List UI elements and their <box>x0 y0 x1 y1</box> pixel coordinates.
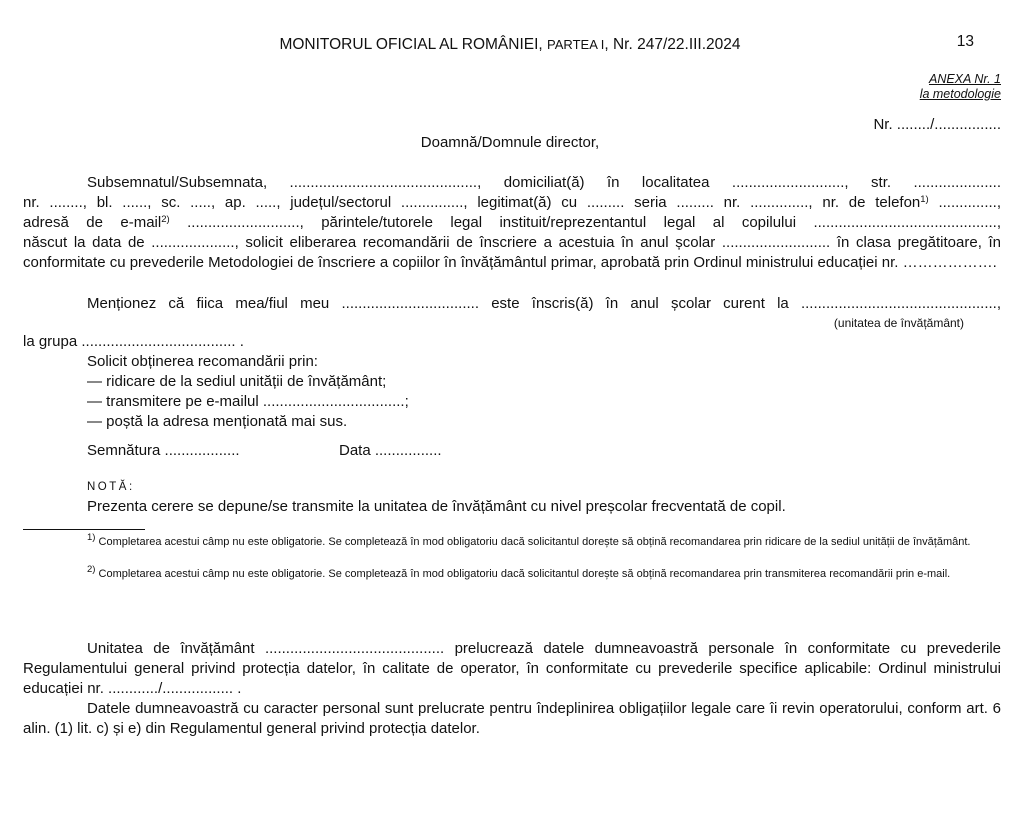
annex-reference <box>920 72 1001 102</box>
footnote-divider <box>23 529 145 530</box>
footnote-2-text: Completarea acestui câmp nu este obligatorie. Se completează în mod obligatoriu dacă solicitantul dorește să obțină recomandarea prin transmiterea recomandării prin e-mail. <box>95 568 951 580</box>
note-label: NOTĂ: <box>87 481 135 493</box>
footnote-2-mark: 2) <box>87 564 96 575</box>
request-paragraph <box>23 173 1001 273</box>
request-options <box>87 352 987 432</box>
option-email: — transmitere pe e-mailul ..................................; <box>87 393 409 410</box>
page-number: 13 <box>956 33 974 50</box>
footnote-1-text: Completarea acestui câmp nu este obligatorie. Se completează în mod obligatoriu dacă solicitantul dorește să obțină recomandarea prin ridicare de la sediul unității de învățământ. <box>95 536 971 548</box>
annex-subtitle: la metodologie <box>919 87 1001 101</box>
gdpr-paragraph-2: Datele dumneavoastră cu caracter personal sunt prelucrate pentru îndeplinirea obligațiilor legale care îi revin operatorului, conform art. 6 alin. (1) lit. c) și e) din Regulamentul general privind protecția datelor. <box>23 700 1001 737</box>
form-line-3 <box>23 213 1001 233</box>
form-line-1: Subsemnatul/Subsemnata, ............................................., domiciliat(ă) în localitatea ..........................., str. ..................... <box>87 174 1001 191</box>
form-line-2-text: nr. ........, bl. ......, sc. ....., ap. ....., județul/sectorul ..............., legitimat(ă) cu ......... seria ......... nr. .............., nr. de telefon <box>23 194 921 211</box>
request-title: Solicit obținerea recomandării prin: <box>87 353 318 370</box>
page-header <box>0 36 1020 54</box>
email-label: adresă de e-mail <box>23 214 162 231</box>
registration-number: Nr. ......../................ <box>873 116 1001 133</box>
gazette-part: PARTEA I <box>547 37 605 52</box>
enrollment-line: Menționez că fiica mea/fiul meu ................................. este înscris(ă) în anul școlar curent la ..............................................., <box>87 295 1001 312</box>
option-post: — poștă la adresa menționată mai sus. <box>87 413 348 430</box>
salutation: Doamnă/Domnule director, <box>420 134 600 151</box>
date-field: Data ................ <box>339 442 442 459</box>
form-line-2-end: .............., <box>928 194 1001 211</box>
form-line-2 <box>23 193 1001 213</box>
footnote-1 <box>23 532 1001 550</box>
gdpr-paragraph-1: Unitatea de învățământ ........................................... prelucrează datele dumneavoastră personale în conformitate cu prevederile Regulamentului general privind protecția datelor, în calitate de operator, în conformitate cu prevederile specifice aplicabile: Ordinul ministrului educației nr. ............/................. . <box>23 640 1001 697</box>
note-text: Prezenta cerere se depune/se transmite la unitatea de învățământ cu nivel preșcolar frecventată de copil. <box>87 498 786 515</box>
annex-title: ANEXA Nr. 1 <box>928 72 1001 86</box>
footnote-ref-1: 1) <box>920 194 929 205</box>
group-line: la grupa ..................................... . <box>23 333 244 350</box>
form-line-4: născut la data de ...................., solicit eliberarea recomandării de înscriere a acestuia în anul școlar .......................... în clasa pregătitoare, în conformitate cu prevederile Metodologiei de înscriere a copiilor în învățământul primar, aprobată prin Ordinul ministrului educației nr. ………………. <box>23 234 1001 271</box>
signature-field: Semnătura .................. <box>87 442 240 459</box>
gazette-title: MONITORUL OFICIAL AL ROMÂNIEI, <box>279 36 548 53</box>
unit-caption: (unitatea de învățământ) <box>833 316 964 330</box>
footnote-ref-2: 2) <box>161 214 170 225</box>
form-line-3-text: ..........................., părintele/tutorele legal instituit/reprezentantul legal al copilului ............................................, <box>169 214 1001 231</box>
data-protection-section <box>23 639 1001 739</box>
option-pickup: — ridicare de la sediul unității de învățământ; <box>87 373 387 390</box>
footnote-1-mark: 1) <box>87 532 96 543</box>
footnote-2 <box>23 564 1001 582</box>
gazette-issue: , Nr. 247/22.III.2024 <box>604 36 741 53</box>
